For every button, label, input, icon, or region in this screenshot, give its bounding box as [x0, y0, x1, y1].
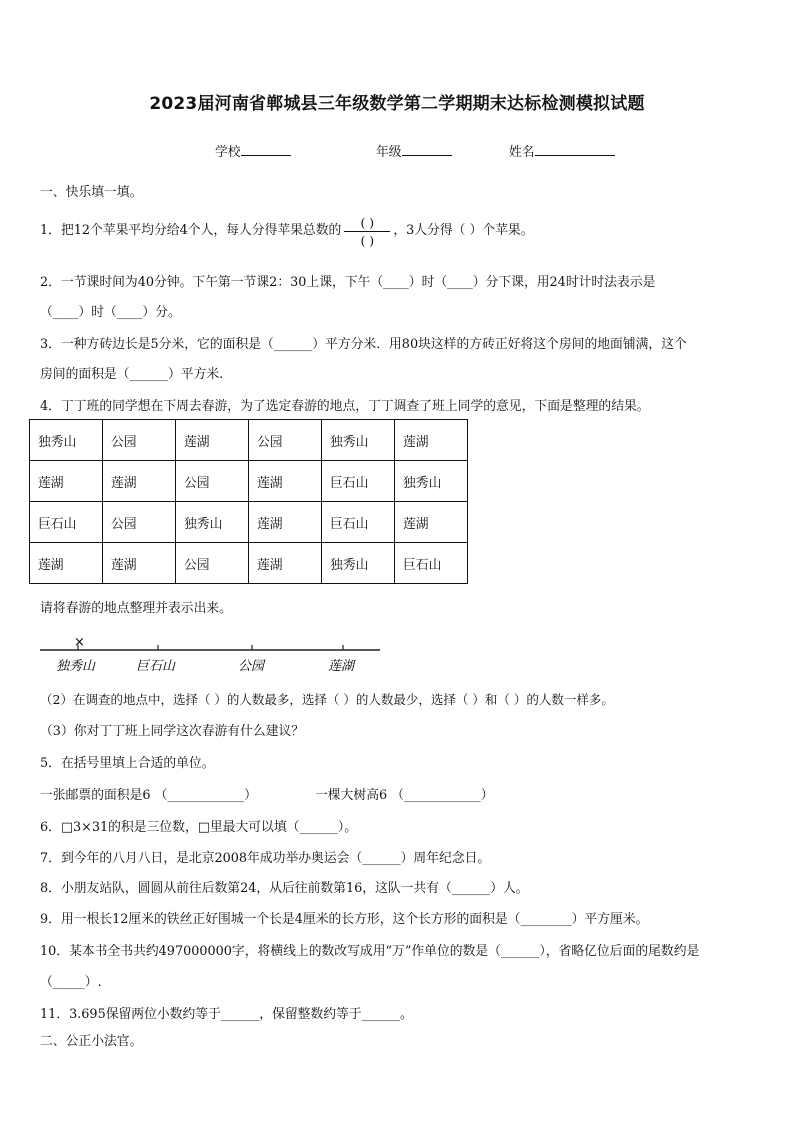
- table-cell: 莲湖: [103, 461, 176, 502]
- table-cell: 巨石山: [395, 543, 468, 584]
- table-row: [30, 502, 468, 543]
- table-cell: 独秀山: [176, 502, 249, 543]
- table-cell: 公园: [249, 420, 322, 461]
- question-2-line1: 2．一节课时间为40分钟。下午第一节课2：30上课，下午（____）时（____）分下课，用24时计时法表示是: [40, 275, 656, 290]
- table-row: [30, 461, 468, 502]
- table-cell: 独秀山: [322, 543, 395, 584]
- survey-table: [29, 419, 468, 584]
- tally-label-gy: 公园: [238, 659, 265, 674]
- q1-frac-denominator: ( ): [360, 232, 375, 248]
- question-1: [40, 209, 534, 253]
- question-9: 9．用一根长12厘米的铁丝正好围城一个长是4厘米的长方形，这个长方形的面积是（________）平方厘米。: [40, 912, 649, 927]
- question-5-left: 一张邮票的面积是6 （____________）: [40, 788, 257, 803]
- table-cell: 莲湖: [249, 461, 322, 502]
- question-4-intro: 4．丁丁班的同学想在下周去春游，为了选定春游的地点，丁丁调查了班上同学的意见，下面是整理的结果。: [40, 399, 650, 414]
- tally-mark: ×: [74, 635, 85, 650]
- question-3-line2: 房间的面积是（______）平方米.: [40, 367, 224, 382]
- q1-fraction[interactable]: [344, 215, 390, 248]
- question-11: 11．3.695保留两位小数约等于______，保留整数约等于______。: [40, 1007, 413, 1022]
- grade-label: 年级: [376, 145, 402, 160]
- question-10-line1: 10．某本书全书共约497000000字，将横线上的数改写成用“万”作单位的数是（______），省略亿位后面的尾数约是: [40, 944, 700, 959]
- table-cell: 莲湖: [249, 543, 322, 584]
- table-cell: 巨石山: [322, 502, 395, 543]
- grade-field: [376, 141, 452, 160]
- school-label: 学校: [215, 145, 241, 160]
- table-cell: 巨石山: [30, 502, 103, 543]
- location-tally-line: [40, 630, 390, 675]
- name-label: 姓名: [509, 145, 535, 160]
- tally-label-jss: 巨石山: [136, 659, 176, 674]
- question-7: 7．到今年的八月八日，是北京2008年成功举办奥运会（______）周年纪念日。: [40, 851, 491, 866]
- table-cell: 独秀山: [395, 461, 468, 502]
- fraction-bar: [344, 231, 390, 232]
- question-5-intro: 5．在括号里填上合适的单位。: [40, 756, 215, 771]
- school-blank[interactable]: [241, 144, 291, 156]
- q1-frac-numerator: ( ): [360, 214, 375, 230]
- question-8: 8．小朋友站队，圆圆从前往后数第24，从后往前数第16，这队一共有（______）人。: [40, 881, 529, 896]
- question-4-sub3: （3）你对丁丁班上同学这次春游有什么建议？: [40, 724, 305, 739]
- table-cell: 公园: [103, 420, 176, 461]
- question-5-right: 一棵大树高6 （____________）: [315, 788, 494, 803]
- tally-label-dxs: 独秀山: [56, 659, 96, 674]
- table-row: [30, 420, 468, 461]
- section2-heading: 二、公正小法官。: [40, 1034, 143, 1049]
- tally-label-lh: 莲湖: [328, 659, 355, 674]
- table-cell: 巨石山: [322, 461, 395, 502]
- question-10-line2: （_____）.: [40, 975, 102, 990]
- table-cell: 莲湖: [103, 543, 176, 584]
- question-4-instruction: 请将春游的地点整理并表示出来。: [40, 601, 232, 616]
- table-cell: 莲湖: [395, 420, 468, 461]
- school-field: [215, 141, 291, 160]
- table-cell: 莲湖: [176, 420, 249, 461]
- table-cell: 莲湖: [30, 461, 103, 502]
- name-field: [509, 141, 615, 160]
- table-cell: 公园: [103, 502, 176, 543]
- table-row: [30, 543, 468, 584]
- tally-line-svg: [40, 630, 390, 675]
- question-6: 6．□3×31的积是三位数，□里最大可以填（______）。: [40, 820, 358, 835]
- question-4-sub2: （2）在调查的地点中，选择（ ）的人数最多，选择（ ）的人数最少，选择（ ）和（ ）的人数一样多。: [40, 692, 614, 707]
- page-title: 2023届河南省郸城县三年级数学第二学期期末达标检测模拟试题: [149, 94, 645, 114]
- section1-heading: 一、快乐填一填。: [40, 185, 143, 200]
- question-3-line1: 3．一种方砖边长是5分米，它的面积是（______）平方分米．用80块这样的方砖正好将这个房间的地面铺满，这个: [40, 337, 687, 352]
- table-cell: 独秀山: [322, 420, 395, 461]
- name-blank[interactable]: [535, 144, 615, 156]
- q1-prefix: 1．把12个苹果平均分给4个人，每人分得苹果总数的: [40, 223, 342, 238]
- q1-suffix: ，3人分得（ ）个苹果。: [393, 223, 534, 238]
- table-cell: 公园: [176, 461, 249, 502]
- table-cell: 莲湖: [30, 543, 103, 584]
- grade-blank[interactable]: [402, 144, 452, 156]
- table-cell: 莲湖: [395, 502, 468, 543]
- table-cell: 莲湖: [249, 502, 322, 543]
- table-cell: 独秀山: [30, 420, 103, 461]
- table-cell: 公园: [176, 543, 249, 584]
- question-2-line2: （____）时（____）分。: [40, 305, 181, 320]
